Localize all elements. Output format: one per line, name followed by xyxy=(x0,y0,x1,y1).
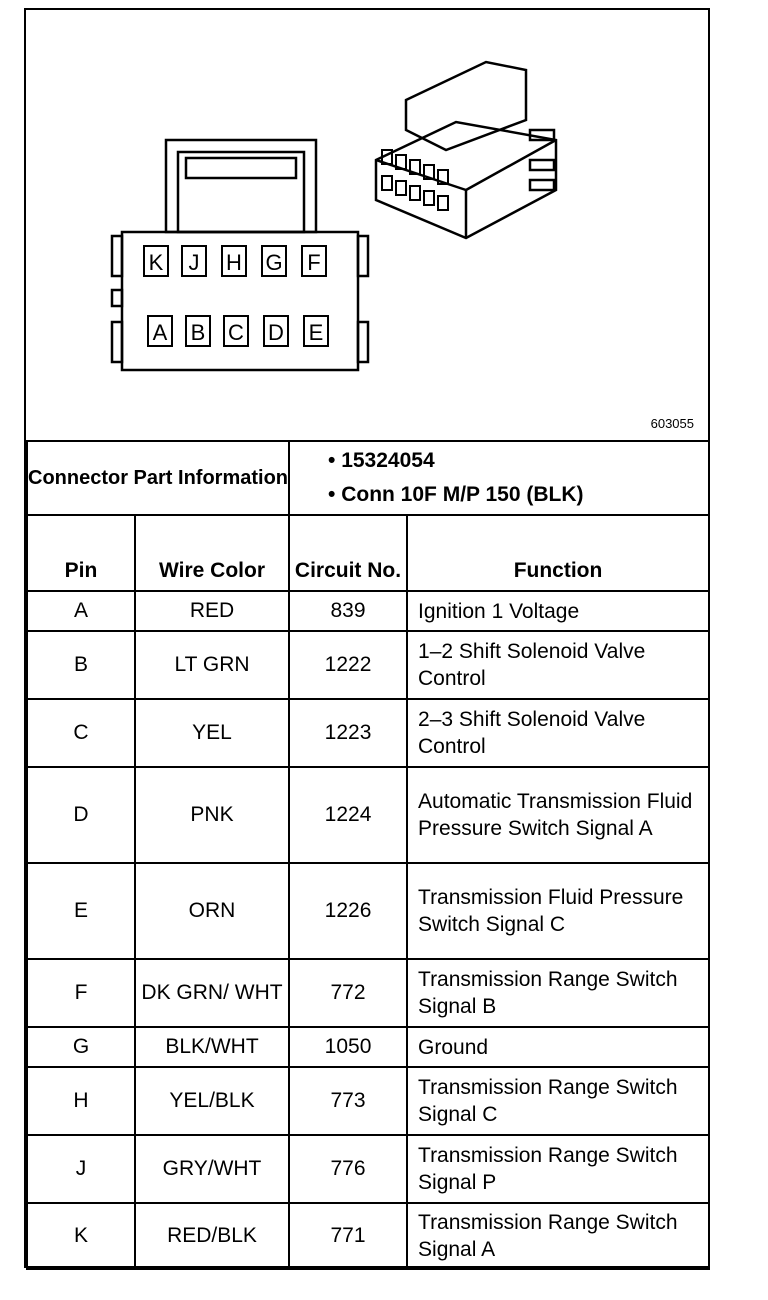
function-cell: Transmission Range Switch Signal A xyxy=(407,1203,709,1269)
wire-color-cell: YEL xyxy=(135,699,289,767)
pin-C-label xyxy=(224,316,248,346)
function-cell: 2–3 Shift Solenoid Valve Control xyxy=(407,699,709,767)
svg-text:D: D xyxy=(268,320,284,345)
pin-A-label xyxy=(148,316,172,346)
wire-color-cell: ORN xyxy=(135,863,289,959)
table-row xyxy=(27,1203,709,1269)
connector-table xyxy=(26,440,710,1270)
pin-cell: H xyxy=(27,1067,135,1135)
pin-G-label xyxy=(262,246,286,276)
pin-H-label xyxy=(222,246,246,276)
pin-cell: A xyxy=(27,591,135,631)
connector-info-items xyxy=(289,441,709,515)
function-cell: Ground xyxy=(407,1027,709,1067)
table-row xyxy=(27,959,709,1027)
pin-E-label xyxy=(304,316,328,346)
function-cell: Automatic Transmission Fluid Pressure Switch Signal A xyxy=(407,767,709,863)
wire-color-cell: RED/BLK xyxy=(135,1203,289,1269)
function-cell: 1–2 Shift Solenoid Valve Control xyxy=(407,631,709,699)
svg-text:H: H xyxy=(226,250,242,275)
pin-K-label xyxy=(144,246,168,276)
connector-figure xyxy=(26,10,708,440)
wire-color-cell: GRY/WHT xyxy=(135,1135,289,1203)
pin-cell: B xyxy=(27,631,135,699)
function-cell: Ignition 1 Voltage xyxy=(407,591,709,631)
table-row xyxy=(27,699,709,767)
connector-info-row xyxy=(27,441,709,515)
connector-description: • Conn 10F M/P 150 (BLK) xyxy=(328,483,584,506)
table-row xyxy=(27,1027,709,1067)
pin-cell: C xyxy=(27,699,135,767)
svg-text:J: J xyxy=(188,250,200,275)
pin-J-label xyxy=(182,246,206,276)
connector-info-label: Connector Part Information xyxy=(27,441,289,515)
wire-color-cell: RED xyxy=(135,591,289,631)
circuit-cell: 776 xyxy=(289,1135,407,1203)
column-header-row xyxy=(27,515,709,591)
col-header-wire-color: Wire Color xyxy=(135,515,289,591)
pin-cell: F xyxy=(27,959,135,1027)
pin-cell: E xyxy=(27,863,135,959)
table-row xyxy=(27,591,709,631)
function-cell: Transmission Range Switch Signal C xyxy=(407,1067,709,1135)
circuit-cell: 772 xyxy=(289,959,407,1027)
circuit-cell: 773 xyxy=(289,1067,407,1135)
col-header-function: Function xyxy=(407,515,709,591)
document-frame xyxy=(24,8,710,1268)
circuit-cell: 1222 xyxy=(289,631,407,699)
table-row xyxy=(27,863,709,959)
svg-text:F: F xyxy=(307,250,321,275)
circuit-cell: 1050 xyxy=(289,1027,407,1067)
circuit-cell: 1226 xyxy=(289,863,407,959)
pin-B-label xyxy=(186,316,210,346)
svg-text:K: K xyxy=(148,250,164,275)
connector-part-number: • 15324054 xyxy=(328,449,435,472)
table-row xyxy=(27,767,709,863)
wire-color-cell: PNK xyxy=(135,767,289,863)
svg-text:B: B xyxy=(190,320,206,345)
svg-text:C: C xyxy=(228,320,244,345)
col-header-circuit: Circuit No. xyxy=(289,515,407,591)
wire-color-cell: YEL/BLK xyxy=(135,1067,289,1135)
pin-cell: G xyxy=(27,1027,135,1067)
figure-id: 603055 xyxy=(650,416,694,431)
connector-illustration xyxy=(26,10,708,440)
circuit-cell: 1223 xyxy=(289,699,407,767)
svg-text:G: G xyxy=(265,250,283,275)
table-row xyxy=(27,1135,709,1203)
function-cell: Transmission Fluid Pressure Switch Signal C xyxy=(407,863,709,959)
function-cell: Transmission Range Switch Signal B xyxy=(407,959,709,1027)
circuit-cell: 771 xyxy=(289,1203,407,1269)
col-header-pin: Pin xyxy=(27,515,135,591)
circuit-cell: 839 xyxy=(289,591,407,631)
circuit-cell: 1224 xyxy=(289,767,407,863)
svg-text:A: A xyxy=(152,320,168,345)
svg-text:E: E xyxy=(308,320,324,345)
pin-F-label xyxy=(302,246,326,276)
table-row xyxy=(27,1067,709,1135)
pin-cell: K xyxy=(27,1203,135,1269)
wire-color-cell: BLK/WHT xyxy=(135,1027,289,1067)
wire-color-cell: DK GRN/ WHT xyxy=(135,959,289,1027)
function-cell: Transmission Range Switch Signal P xyxy=(407,1135,709,1203)
table-row xyxy=(27,631,709,699)
pin-cell: J xyxy=(27,1135,135,1203)
wire-color-cell: LT GRN xyxy=(135,631,289,699)
pin-D-label xyxy=(264,316,288,346)
pin-cell: D xyxy=(27,767,135,863)
